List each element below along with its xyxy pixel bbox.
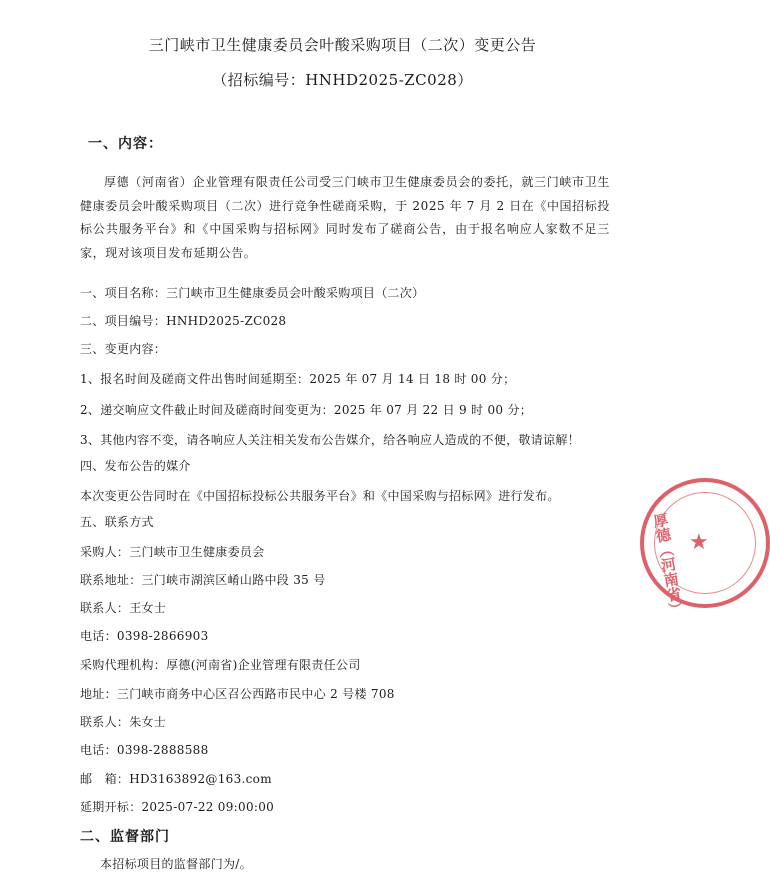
change-item-1: 1、报名时间及磋商文件出售时间延期至：2025 年 07 月 14 日 18 时 00 分；	[80, 372, 516, 386]
media-title: 四、发布公告的媒介	[80, 459, 191, 473]
agency-phone: 电话：0398-2888588	[80, 743, 209, 757]
agency: 采购代理机构：厚德(河南省)企业管理有限责任公司	[80, 658, 361, 672]
change-content-title: 三、变更内容：	[80, 342, 167, 356]
opening-time: 延期开标：2025-07-22 09:00:00	[80, 800, 275, 814]
media-text: 本次变更公告同时在《中国招标投标公共服务平台》和《中国采购与招标网》进行发布。	[80, 489, 560, 503]
bid-number: （招标编号：HNHD2025-ZC028）	[212, 71, 473, 89]
purchaser-phone: 电话：0398-2866903	[80, 629, 209, 643]
official-seal	[640, 478, 770, 618]
section-heading-content: 一、内容：	[88, 136, 163, 152]
seal-star-icon: ★	[689, 530, 709, 555]
contact-title: 五、联系方式	[80, 515, 154, 529]
change-item-3: 3、其他内容不变，请各响应人关注相关发布公告媒介，给各响应人造成的不便，敬请谅解！	[80, 433, 580, 447]
purchaser-contact: 联系人：王女士	[80, 601, 167, 615]
purchaser: 采购人：三门峡市卫生健康委员会	[80, 545, 265, 559]
project-number: 二、项目编号：HNHD2025-ZC028	[80, 314, 287, 328]
intro-paragraph: 厚德（河南省）企业管理有限责任公司受三门峡市卫生健康委员会的委托，就三门峡市卫生健康委员会叶酸采购项目（二次）进行竞争性磋商采购，于 2025 年 7 月 2 日在《中国招标投标公共服务平台》和《中国采购与招标网》同时发布了磋商公告，由于报名响应人家数不足三家，现对该项目发布延期公告。	[80, 175, 610, 260]
purchaser-address: 联系地址：三门峡市湖滨区崤山路中段 35 号	[80, 573, 326, 587]
agency-contact: 联系人：朱女士	[80, 715, 167, 729]
section-heading-supervision: 二、监督部门	[80, 829, 170, 845]
supervision-text: 本招标项目的监督部门为/。	[100, 857, 252, 871]
agency-email: 邮 箱：HD3163892@163.com	[80, 772, 272, 786]
change-item-2: 2、递交响应文件截止时间及磋商时间变更为：2025 年 07 月 22 日 9 时 00 分；	[80, 403, 533, 417]
project-name: 一、项目名称：三门峡市卫生健康委员会叶酸采购项目（二次）	[80, 286, 425, 300]
agency-address: 地址：三门峡市商务中心区召公西路市民中心 2 号楼 708	[80, 687, 395, 701]
document-title: 三门峡市卫生健康委员会叶酸采购项目（二次）变更公告	[148, 36, 537, 54]
seal-text: 厚德（河南省）	[650, 511, 686, 618]
